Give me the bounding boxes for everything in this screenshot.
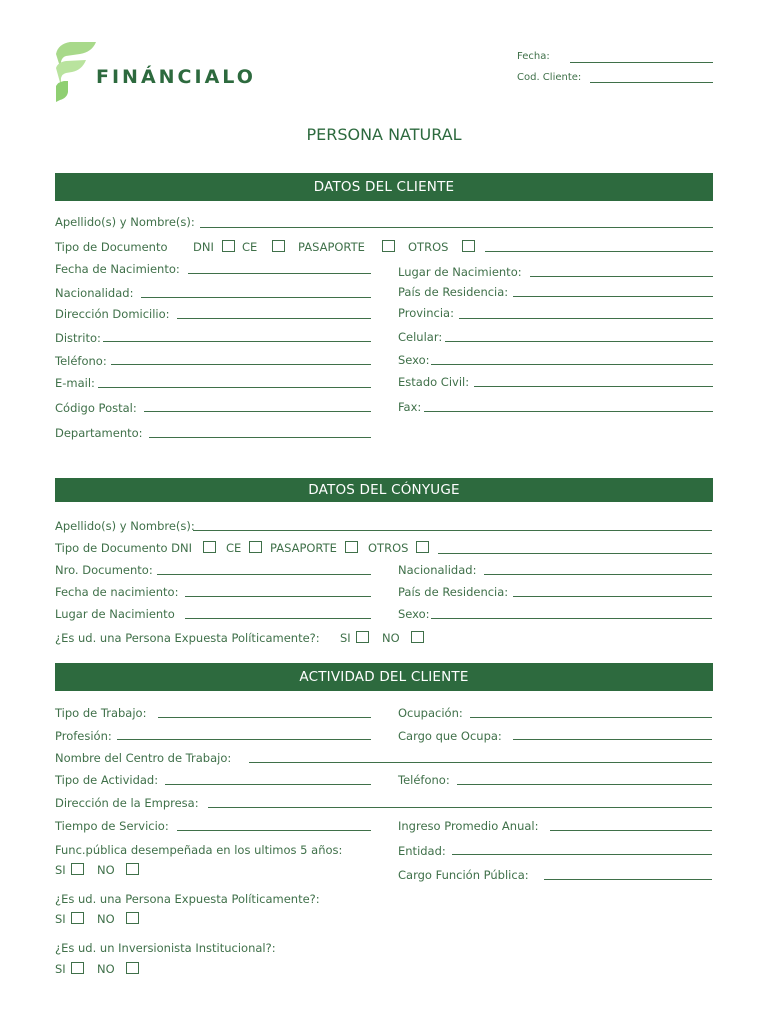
activity-investor-yes-label: SI <box>55 962 66 976</box>
activity-public-function-yes-checkbox[interactable] <box>71 863 84 875</box>
activity-occupation-label: Ocupación: <box>398 706 463 720</box>
activity-company-address-field[interactable] <box>208 807 712 808</box>
activity-pep-yes-checkbox[interactable] <box>71 912 84 924</box>
client-postal-field[interactable] <box>144 411 371 412</box>
client-names-field[interactable] <box>200 227 713 228</box>
activity-pep-yes-label: SI <box>55 912 66 926</box>
client-pasaporte-checkbox[interactable] <box>382 240 395 252</box>
client-dni-label: DNI <box>193 240 214 254</box>
client-department-label: Departamento: <box>55 426 143 440</box>
client-birth-place-label: Lugar de Nacimiento: <box>398 265 522 279</box>
spouse-nationality-label: Nacionalidad: <box>398 563 477 577</box>
activity-public-function-yes-label: SI <box>55 863 66 877</box>
activity-workplace-field[interactable] <box>249 762 712 763</box>
activity-position-label: Cargo que Ocupa: <box>398 729 502 743</box>
client-section-heading: DATOS DEL CLIENTE <box>55 173 713 201</box>
client-doc-other-field[interactable] <box>485 251 713 252</box>
date-field[interactable] <box>570 62 713 63</box>
brand-logo-mark <box>52 40 100 112</box>
activity-pep-question: ¿Es ud. una Persona Expuesta Políticamente?: <box>55 892 320 906</box>
client-pasaporte-label: PASAPORTE <box>298 240 365 254</box>
activity-job-type-field[interactable] <box>158 717 371 718</box>
activity-investor-no-checkbox[interactable] <box>126 962 139 974</box>
client-ce-checkbox[interactable] <box>272 240 285 252</box>
client-phone-label: Teléfono: <box>55 354 107 368</box>
client-otros-label: OTROS <box>408 240 449 254</box>
activity-profession-label: Profesión: <box>55 729 112 743</box>
activity-pep-no-label: NO <box>97 912 115 926</box>
client-mobile-label: Celular: <box>398 330 443 344</box>
activity-phone-label: Teléfono: <box>398 773 450 787</box>
client-birth-date-label: Fecha de Nacimiento: <box>55 262 180 276</box>
client-district-field[interactable] <box>103 341 371 342</box>
form-title: PERSONA NATURAL <box>306 125 462 144</box>
client-nationality-field[interactable] <box>141 297 371 298</box>
spouse-nationality-field[interactable] <box>484 574 712 575</box>
activity-profession-field[interactable] <box>117 739 371 740</box>
activity-public-function-no-checkbox[interactable] <box>126 863 139 875</box>
activity-entity-field[interactable] <box>452 854 712 855</box>
spouse-pasaporte-checkbox[interactable] <box>345 541 358 553</box>
date-label: Fecha: <box>517 51 550 62</box>
activity-investor-no-label: NO <box>97 962 115 976</box>
client-postal-label: Código Postal: <box>55 401 137 415</box>
spouse-birth-date-field[interactable] <box>185 596 371 597</box>
client-civil-status-field[interactable] <box>474 386 713 387</box>
client-birth-place-field[interactable] <box>530 276 713 277</box>
activity-public-function-label: Func.pública desempeñada en los ultimos 5 años: <box>55 843 343 857</box>
spouse-pep-no-checkbox[interactable] <box>411 631 424 643</box>
client-address-field[interactable] <box>177 318 371 319</box>
spouse-ce-label: CE <box>226 541 242 555</box>
activity-type-label: Tipo de Actividad: <box>55 773 159 787</box>
client-phone-field[interactable] <box>111 364 371 365</box>
activity-investor-question: ¿Es ud. un Inversionista Institucional?: <box>55 941 276 955</box>
spouse-pep-question: ¿Es ud. una Persona Expuesta Políticamente?: <box>55 631 320 645</box>
spouse-birth-place-label: Lugar de Nacimiento <box>55 607 175 621</box>
client-district-label: Distrito: <box>55 331 101 345</box>
activity-public-position-field[interactable] <box>544 879 712 880</box>
client-email-label: E-mail: <box>55 376 95 390</box>
client-code-field[interactable] <box>590 82 713 83</box>
client-birth-date-field[interactable] <box>188 273 371 274</box>
spouse-doc-number-label: Nro. Documento: <box>55 563 153 577</box>
spouse-sex-label: Sexo: <box>398 607 430 621</box>
spouse-section-heading: DATOS DEL CÓNYUGE <box>55 478 713 502</box>
spouse-doc-number-field[interactable] <box>157 574 371 575</box>
activity-type-field[interactable] <box>165 784 371 785</box>
brand-name: FINÁNCIALO <box>96 66 256 88</box>
activity-phone-field[interactable] <box>457 784 712 785</box>
spouse-pep-yes-checkbox[interactable] <box>356 631 369 643</box>
client-civil-status-label: Estado Civil: <box>398 375 470 389</box>
activity-pep-no-checkbox[interactable] <box>126 912 139 924</box>
activity-public-position-label: Cargo Función Pública: <box>398 868 529 882</box>
client-ce-label: CE <box>242 240 258 254</box>
spouse-names-field[interactable] <box>193 530 712 531</box>
activity-public-function-no-label: NO <box>97 863 115 877</box>
spouse-residence-label: País de Residencia: <box>398 585 509 599</box>
spouse-birth-place-field[interactable] <box>185 618 371 619</box>
spouse-sex-field[interactable] <box>431 618 712 619</box>
client-doc-type-label: Tipo de Documento <box>55 240 168 254</box>
activity-job-type-label: Tipo de Trabajo: <box>55 706 147 720</box>
activity-avg-income-field[interactable] <box>550 830 712 831</box>
activity-service-time-label: Tiempo de Servicio: <box>55 819 169 833</box>
spouse-pasaporte-label: PASAPORTE <box>270 541 337 555</box>
activity-service-time-field[interactable] <box>177 830 371 831</box>
client-dni-checkbox[interactable] <box>222 240 235 252</box>
activity-section-heading: ACTIVIDAD DEL CLIENTE <box>55 663 713 691</box>
spouse-ce-checkbox[interactable] <box>249 541 262 553</box>
activity-entity-label: Entidad: <box>398 844 446 858</box>
spouse-otros-label: OTROS <box>368 541 409 555</box>
spouse-pep-yes-label: SI <box>340 631 351 645</box>
client-address-label: Dirección Domicilio: <box>55 307 170 321</box>
client-fax-label: Fax: <box>398 400 422 414</box>
client-sex-label: Sexo: <box>398 353 430 367</box>
client-residence-field[interactable] <box>513 296 713 297</box>
spouse-birth-date-label: Fecha de nacimiento: <box>55 585 179 599</box>
client-mobile-field[interactable] <box>445 341 713 342</box>
client-email-field[interactable] <box>98 387 371 388</box>
spouse-otros-checkbox[interactable] <box>416 541 429 553</box>
activity-occupation-field[interactable] <box>470 717 712 718</box>
client-residence-label: País de Residencia: <box>398 285 509 299</box>
spouse-doc-type-label: Tipo de Documento DNI <box>55 541 193 555</box>
client-nationality-label: Nacionalidad: <box>55 286 134 300</box>
client-province-field[interactable] <box>459 318 713 319</box>
client-fax-field[interactable] <box>424 411 713 412</box>
client-code-label: Cod. Cliente: <box>517 72 582 83</box>
activity-workplace-label: Nombre del Centro de Trabajo: <box>55 751 232 765</box>
client-province-label: Provincia: <box>398 306 454 320</box>
spouse-dni-checkbox[interactable] <box>203 541 216 553</box>
activity-position-field[interactable] <box>513 739 712 740</box>
client-names-label: Apellido(s) y Nombre(s): <box>55 215 195 229</box>
activity-avg-income-label: Ingreso Promedio Anual: <box>398 819 539 833</box>
spouse-residence-field[interactable] <box>513 596 712 597</box>
client-sex-field[interactable] <box>431 364 713 365</box>
spouse-names-label: Apellido(s) y Nombre(s): <box>55 519 195 533</box>
client-department-field[interactable] <box>149 437 371 438</box>
spouse-doc-other-field[interactable] <box>438 553 712 554</box>
activity-company-address-label: Dirección de la Empresa: <box>55 796 199 810</box>
activity-investor-yes-checkbox[interactable] <box>71 962 84 974</box>
spouse-pep-no-label: NO <box>382 631 400 645</box>
client-otros-checkbox[interactable] <box>462 240 475 252</box>
